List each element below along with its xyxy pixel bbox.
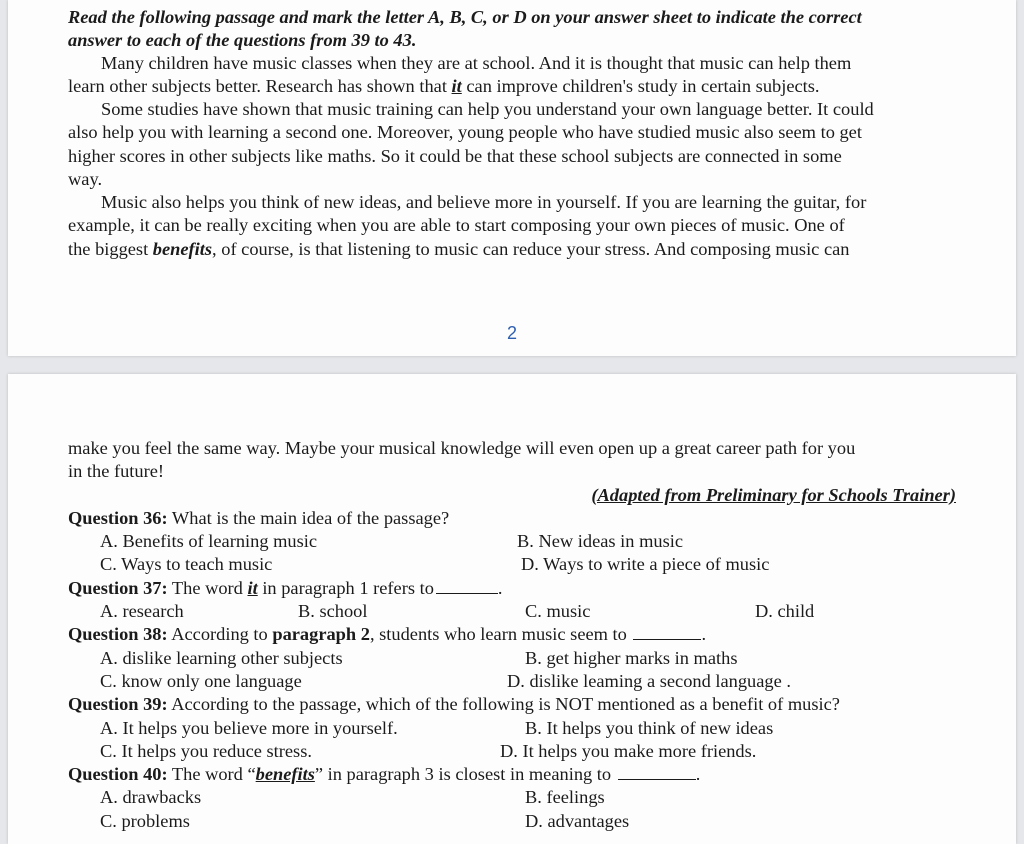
- q38-option-d: D. dislike leaming a second language .: [507, 671, 791, 691]
- q39-option-c: C. It helps you reduce stress.: [100, 741, 312, 761]
- q38-answer-blank: [633, 623, 701, 640]
- q40-option-a: A. drawbacks: [100, 787, 202, 807]
- paragraph-2-line-4: way.: [68, 169, 103, 189]
- q37-option-d: D. child: [755, 601, 815, 621]
- document-page-top: [8, 0, 1016, 356]
- paragraph-1-line-2: learn other subjects better. Research has shown that it can improve children's study in certain subjects.: [68, 76, 820, 96]
- q36-option-b: B. New ideas in music: [517, 531, 684, 551]
- source-citation: (Adapted from Preliminary for Schools Trainer): [591, 485, 956, 505]
- paragraph-3-line-1: Music also helps you think of new ideas, and believe more in yourself. If you are learning the guitar, for: [101, 192, 867, 212]
- page-number: 2: [506, 323, 517, 343]
- paragraph-2-line-1: Some studies have shown that music training can help you understand your own language better. It could: [101, 99, 874, 119]
- question-39: Question 39: According to the passage, which of the following is NOT mentioned as a benefit of music?: [68, 694, 840, 714]
- paragraph-2-line-2: also help you with learning a second one. Moreover, young people who have studied music also seem to get: [68, 122, 862, 142]
- q37-option-b: B. school: [298, 601, 368, 621]
- q37-option-c: C. music: [525, 601, 591, 621]
- q37-word-it: it: [247, 578, 258, 598]
- keyword-benefits: benefits: [152, 239, 213, 259]
- q39-option-b: B. It helps you think of new ideas: [525, 718, 774, 738]
- q36-option-a: A. Benefits of learning music: [100, 531, 318, 551]
- instruction-line-1: Read the following passage and mark the letter A, B, C, or D on your answer sheet to indicate the correct: [68, 7, 862, 27]
- q37-option-a: A. research: [100, 601, 184, 621]
- instruction-line-2: answer to each of the questions from 39 to 43.: [68, 30, 417, 50]
- q40-answer-blank: [618, 763, 696, 780]
- q40-option-d: D. advantages: [525, 811, 630, 831]
- q36-option-c: C. Ways to teach music: [100, 554, 273, 574]
- q40-option-c: C. problems: [100, 811, 190, 831]
- continuation-line-2: in the future!: [68, 461, 165, 481]
- q39-option-a: A. It helps you believe more in yourself.: [100, 718, 398, 738]
- q38-option-c: C. know only one language: [100, 671, 302, 691]
- q38-option-a: A. dislike learning other subjects: [100, 648, 343, 668]
- q39-option-d: D. It helps you make more friends.: [500, 741, 757, 761]
- q38-option-b: B. get higher marks in maths: [525, 648, 738, 668]
- q37-answer-blank: [436, 577, 498, 594]
- paragraph-3-line-2: example, it can be really exciting when you are able to start composing your own pieces of music. One of: [68, 215, 845, 235]
- question-37: Question 37: The word it in paragraph 1 refers to .: [68, 578, 503, 598]
- paragraph-3-line-3: the biggest benefits, of course, is that listening to music can reduce your stress. And composing music can: [68, 239, 850, 259]
- paragraph-2-line-3: higher scores in other subjects like maths. So it could be that these school subjects are connected in some: [68, 146, 842, 166]
- question-38: Question 38: According to paragraph 2, students who learn music seem to .: [68, 624, 707, 644]
- continuation-line-1: make you feel the same way. Maybe your musical knowledge will even open up a great career path for you: [68, 438, 856, 458]
- q40-word-benefits: benefits: [255, 764, 315, 784]
- q36-option-d: D. Ways to write a piece of music: [521, 554, 770, 574]
- referent-word-it: it: [451, 76, 462, 96]
- question-40: Question 40: The word “benefits” in paragraph 3 is closest in meaning to .: [68, 764, 701, 784]
- paragraph-1-line-1: Many children have music classes when they are at school. And it is thought that music can help them: [101, 53, 852, 73]
- q40-option-b: B. feelings: [525, 787, 605, 807]
- document-page-bottom: [8, 374, 1016, 844]
- question-36: Question 36: What is the main idea of the passage?: [68, 508, 450, 528]
